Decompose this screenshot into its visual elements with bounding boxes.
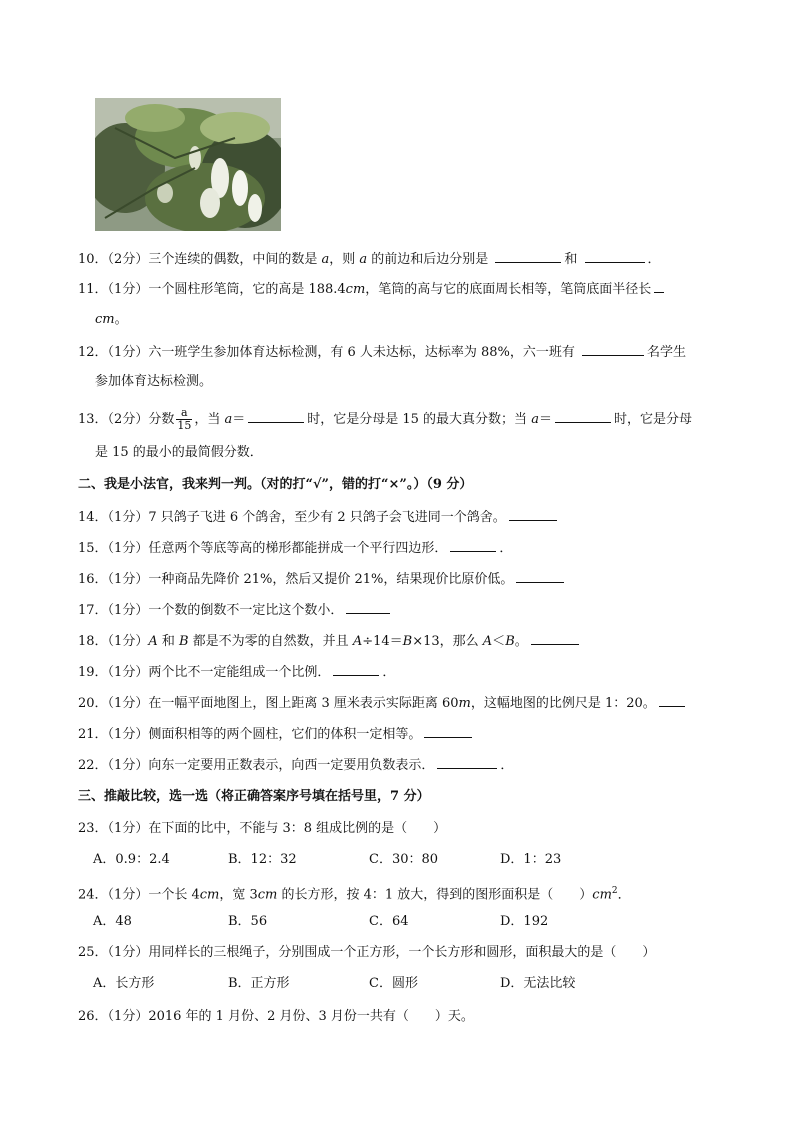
option-d[interactable]: D．1：23 [500,852,562,867]
answer-blank[interactable] [333,663,379,676]
question-17: 17．（1分）一个数的倒数不一定比这个数小． [78,601,393,620]
answer-blank[interactable] [531,632,579,645]
question-20: 20．（1分）在一幅平面地图上，图上距离 3 厘米表示实际距离 60m，这幅地图的比例尺是 1：20。 [78,694,688,713]
answer-blank[interactable] [555,410,611,423]
answer-blank[interactable] [495,250,561,263]
option-b[interactable]: B．正方形 [228,976,290,991]
answer-blank[interactable] [585,250,645,263]
answer-blank[interactable] [346,601,390,614]
question-11: 11．（1分）一个圆柱形笔筒，它的高是 188.4cm，笔筒的高与它的底面周长相等，笔筒底面半径长 [78,280,667,299]
option-c[interactable]: C．30：80 [369,852,439,867]
answer-blank[interactable] [248,410,304,423]
option-a[interactable]: A．长方形 [93,976,155,991]
answer-blank[interactable] [437,756,497,769]
question-15: 15．（1分）任意两个等底等高的梯形都能拼成一个平行四边形． ． [78,541,513,556]
section-2-heading: 二、我是小法官，我来判一判。（对的打“√”，错的打“×”。）（9 分） [78,477,473,492]
option-b[interactable]: B．12：32 [228,852,297,867]
answer-blank[interactable] [516,570,564,583]
option-a[interactable]: A．48 [93,914,132,929]
answer-blank[interactable] [582,343,644,356]
locust-flower-photo [95,98,281,231]
question-12-line2: 参加体育达标检测。 [95,374,213,389]
question-25: 25．（1分）用同样长的三根绳子，分别围成一个正方形，一个长方形和圆形，面积最大的是（ ） [78,945,656,960]
question-26: 26．（1分）2016 年的 1 月份、2 月份、3 月份一共有（ ）天。 [78,1009,474,1024]
answer-blank[interactable] [450,539,496,552]
question-24: 24．（1分）一个长 4cm，宽 3cm 的长方形，按 4：1 放大，得到的图形面积是（ ）$cm^2$． [78,886,631,903]
question-22: 22．（1分）向东一定要用正数表示，向西一定要用负数表示． ． [78,758,514,773]
question-23: 23．（1分）在下面的比中，不能与 3：8 组成比例的是（ ） [78,821,447,836]
option-c[interactable]: C．圆形 [369,976,418,991]
option-c[interactable]: C．64 [369,914,409,929]
question-21: 21．（1分）侧面积相等的两个圆柱，它们的体积一定相等。 [78,725,475,744]
answer-blank[interactable] [654,280,664,293]
question-13-line2: 是 15 的最小的最简假分数． [95,445,263,460]
flower-image-icon [95,98,281,231]
fraction: $\frac{a}{15}$ [177,406,192,432]
answer-blank[interactable] [659,694,685,707]
section-3-heading: 三、推敲比较，选一选（将正确答案序号填在括号里，7 分） [78,789,430,804]
question-16: 16．（1分）一种商品先降价 21%，然后又提价 21%，结果现价比原价低。 [78,570,567,589]
answer-blank[interactable] [509,508,557,521]
question-13: 13．（2分）分数 $\frac{a}{15}$ ，当 a＝ 时，它是分母是 15 的最大真分数；当 a＝ 时，它是分母 [78,406,692,432]
question-12: 12．（1分）六一班学生参加体育达标检测，有 6 人未达标，达标率为 88%，六一班有 名学生 [78,345,687,360]
question-19: 19．（1分）两个比不一定能组成一个比例． ． [78,665,396,680]
question-18: 18．（1分）A 和 B 都是不为零的自然数，并且 A÷14＝B×13，那么 A＜B。 [78,632,582,651]
answer-blank[interactable] [424,725,472,738]
option-d[interactable]: D．192 [500,914,549,929]
option-d[interactable]: D．无法比较 [500,976,576,991]
question-10: 10．（2分）三个连续的偶数，中间的数是 a，则 a 的前边和后边分别是 和 ． [78,252,661,267]
option-a[interactable]: A．0.9：2.4 [93,852,170,867]
option-b[interactable]: B．56 [228,914,268,929]
question-14: 14．（1分）7 只鸽子飞进 6 个鸽舍，至少有 2 只鸽子会飞进同一个鸽舍。 [78,508,560,527]
question-11-line2: cm。 [95,312,128,327]
